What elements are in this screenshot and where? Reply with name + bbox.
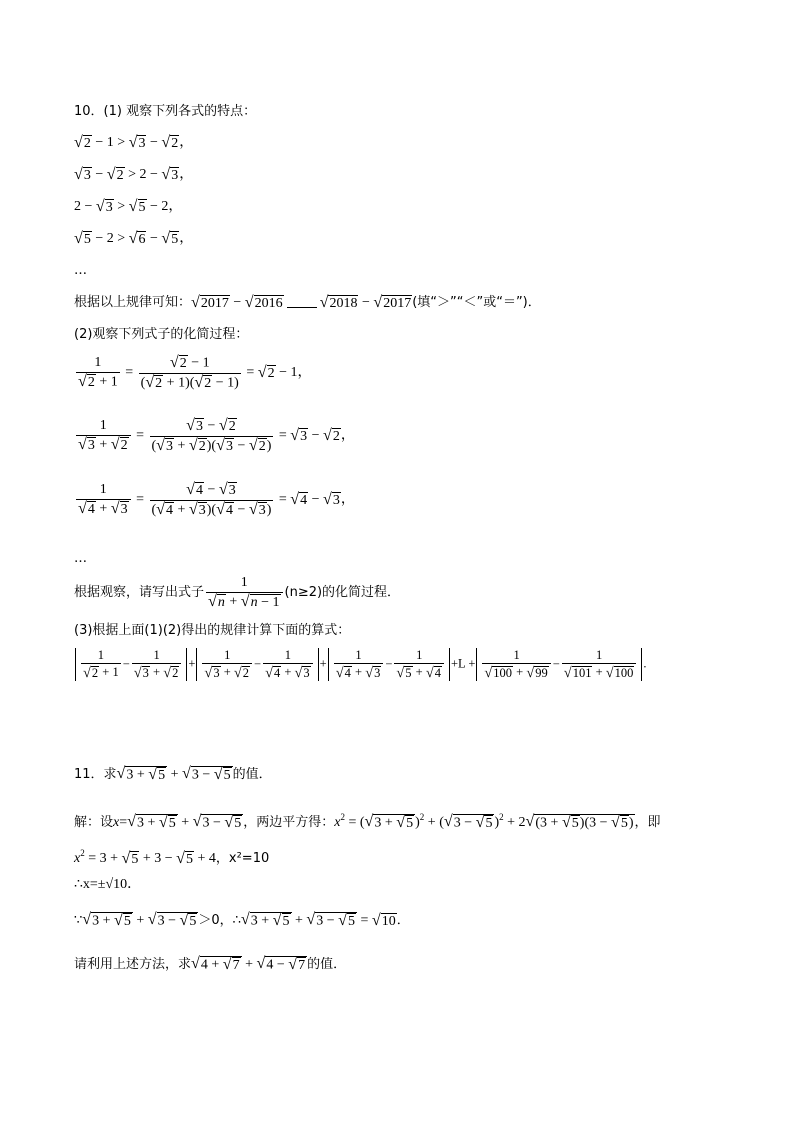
q10-rule-line: 根据以上规律可知： √ 2017 − √ 2016 √ 2018 − √ 2017 (填“＞”“＜”或“＝”)． — [74, 293, 541, 311]
q11-last-line: 请利用上述方法，求 √ 4 + √ 7 + √ 4 − √ 7 的值． — [74, 955, 347, 974]
q10-sum-expression: 1 √ 2 + 1 − 1 √ 3 + √ 2 + 1 √ 3 + √ 2 − 1 √ 4 + √ 3 + 1 √ 4 + √ 3 − 1 √ 5 + √ 4 +L + 1 √ 100 + √ 99 − 1 √ 101 + √ 100 . — [74, 648, 647, 681]
q11-because-mid: ＞0，∴ — [198, 913, 241, 928]
q10-part3-heading: (3)根据上面(1)(2)得出的规律计算下面的算式： — [74, 623, 351, 638]
q11-sol-end: ，即 — [634, 815, 661, 830]
q10-derivation-3: 1 √ 4 + √ 3 = √ 4 − √ 3 ( √ 4 + √ 3 )( √ 4 − √ 3 ) = √ 4 − √ 3 ， — [78, 481, 355, 518]
q11-sol-mid: ，两边平方得： — [243, 815, 335, 830]
q11-heading: 11．求 √ 3 + √ 5 + √ 3 − √ 5 的值． — [74, 765, 272, 784]
q10-obs-line-4: √ 5 − 2 > √ 6 − √ 5 ， — [74, 229, 194, 247]
q10-write-prefix: 根据观察，请写出式子 — [74, 585, 205, 601]
q10-heading: 10．(1) 观察下列各式的特点： — [74, 104, 257, 119]
q11-heading-prefix: 11．求 — [74, 767, 117, 782]
q10-obs-line-3: 2 − √ 3 > √ 5 − 2， — [74, 197, 183, 215]
q10-obs-line-2: √ 3 − √ 2 > 2 − √ 3 ， — [74, 165, 194, 183]
q11-solution-line-1: 解：设x= √ 3 + √ 5 + √ 3 − √ 5 ，两边平方得：$x^2$ = ( √ 3 + √ 5 )$^2$ + ( √ 3 − √ 5 )$^2$ + 2 √ (3 + √ 5 )(3 − √ 5 ) ，即 — [74, 812, 661, 832]
q10-part2-heading: (2)观察下列式子的化简过程： — [74, 327, 249, 342]
q11-because-line: ∵ √ 3 + √ 5 + √ 3 − √ 5 ＞0，∴ √ 3 + √ 5 + √ 3 − √ 5 = √ 10 ． — [74, 911, 410, 930]
q10-write-line: 根据观察，请写出式子 1 √ n + √ n − 1 (n≥2)的化简过程． — [74, 575, 401, 611]
q11-last-suffix: 的值． — [307, 957, 347, 972]
q11-sol-prefix: 解：设 — [74, 815, 114, 830]
q10-write-suffix: (n≥2)的化简过程． — [284, 585, 401, 601]
q10-rule-suffix: (填“＞”“＜”或“＝”)． — [412, 295, 541, 310]
q11-solution-line-3: ∴x=±√10． — [74, 877, 142, 892]
because-symbol: ∵ — [74, 913, 83, 928]
q10-rule-prefix: 根据以上规律可知： — [74, 295, 192, 310]
q10-obs-line-1: √ 2 − 1 > √ 3 − √ 2 ， — [74, 133, 194, 151]
q11-line2-end: ，x²=10 — [215, 851, 270, 866]
q10-derivation-2: 1 √ 3 + √ 2 = √ 3 − √ 2 ( √ 3 + √ 2 )( √ 3 − √ 2 ) = √ 3 − √ 2 ， — [78, 417, 355, 454]
answer-blank[interactable] — [287, 295, 317, 308]
q11-last-prefix: 请利用上述方法，求 — [74, 957, 192, 972]
q10-ellipsis-1: … — [74, 263, 87, 278]
q11-because-end: ． — [396, 913, 410, 928]
q11-solution-line-2: $x^2 = 3$ + √ 5 + 3 − √ 5 + 4，x²=10 — [74, 848, 270, 867]
q10-derivation-1: 1 √ 2 + 1 = √ 2 − 1 ( √ 2 + 1)( √ 2 − 1) = √ 2 − 1， — [78, 354, 312, 391]
q11-heading-suffix: 的值． — [232, 767, 272, 782]
q10-ellipsis-2: … — [74, 551, 87, 566]
